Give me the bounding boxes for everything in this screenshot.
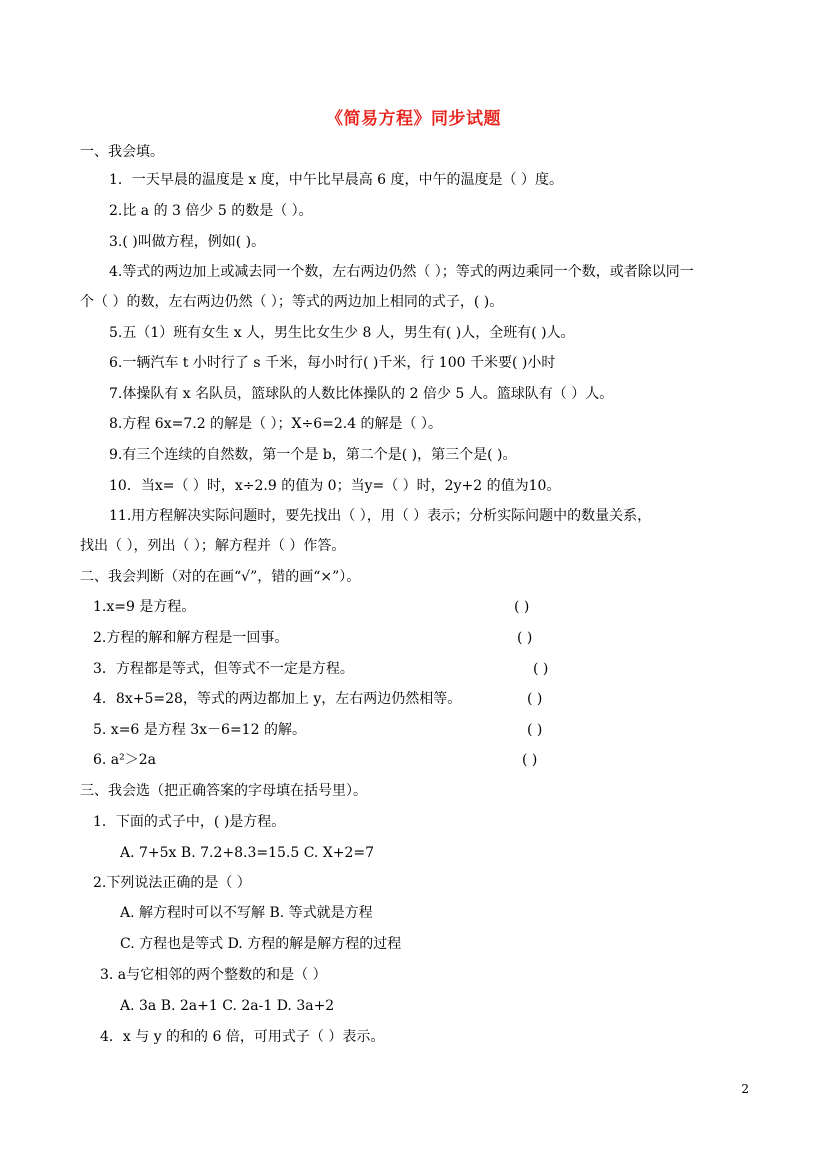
question-1-8: 8.方程 6x=7.2 的解是（ ）；X÷6=2.4 的解是（ ）。: [109, 416, 443, 432]
question-1-9: 9.有三个连续的自然数，第一个是 b，第二个是( )，第三个是( )。: [109, 447, 517, 463]
choice-question-2: 2.下列说法正确的是（ ）: [93, 875, 251, 891]
question-1-4-line1: 4.等式的两边加上或减去同一个数，左右两边仍然（ ）；等式的两边乘同一个数，或者除以同一: [109, 264, 694, 280]
question-1-11-line1: 11.用方程解决实际问题时，要先找出（ ），用（ ）表示；分析实际问题中的数量关系，: [109, 508, 652, 524]
choice-question-3: 3. a与它相邻的两个整数的和是（ ）: [100, 967, 327, 983]
judge-item-6-answer: ( ): [522, 752, 538, 768]
judge-item-4-text: 4．8x+5=28，等式的两边都加上 y，左右两边仍然相等。: [93, 691, 462, 707]
page-number: 2: [741, 1082, 749, 1096]
choice-question-2-options-ab: A. 解方程时可以不写解 B. 等式就是方程: [120, 905, 373, 921]
question-1-10: 10．当x=（ ）时，x÷2.9 的值为 0；当y=（ ）时，2y+2 的值为10。: [109, 478, 561, 494]
judge-item-1-answer: ( ): [514, 599, 530, 615]
judge-item-5-answer: ( ): [527, 722, 543, 738]
judge-item-2-text: 2.方程的解和解方程是一回事。: [93, 630, 289, 646]
choice-question-1-options: A. 7+5x B. 7.2+8.3=15.5 C. X+2=7: [120, 845, 375, 861]
judge-item-2-answer: ( ): [517, 630, 533, 646]
judge-item-6-text: 6. a²＞2a: [93, 752, 157, 768]
question-1-11-line2: 找出（ ），列出（ ）；解方程并（ ）作答。: [80, 538, 346, 554]
section-2-heading: 二、我会判断（对的在画“√”，错的画“×”）。: [80, 569, 361, 585]
judge-item-3-text: 3．方程都是等式，但等式不一定是方程。: [93, 661, 354, 677]
question-1-5: 5.五（1）班有女生 x 人，男生比女生少 8 人，男生有( )人，全班有( )人。: [109, 325, 575, 341]
section-3-heading: 三、我会选（把正确答案的字母填在括号里）。: [80, 783, 367, 799]
choice-question-3-options: A. 3a B. 2a+1 C. 2a-1 D. 3a+2: [120, 998, 335, 1014]
page-title: 《简易方程》同步试题: [326, 109, 501, 129]
choice-question-2-options-cd: C. 方程也是等式 D. 方程的解是解方程的过程: [120, 936, 402, 952]
question-1-4-line2: 个（ ）的数，左右两边仍然（ ）；等式的两边加上相同的式子，( )。: [80, 294, 504, 310]
section-1-heading: 一、我会填。: [80, 144, 164, 160]
question-1-2: 2.比 a 的 3 倍少 5 的数是（ ）。: [109, 203, 313, 219]
choice-question-4: 4．x 与 y 的和的 6 倍，可用式子（ ）表示。: [100, 1029, 385, 1045]
judge-item-3-answer: ( ): [533, 661, 549, 677]
question-1-7: 7.体操队有 x 名队员，篮球队的人数比体操队的 2 倍少 5 人。篮球队有（ ）人。: [109, 386, 614, 402]
judge-item-1-text: 1.x=9 是方程。: [93, 599, 196, 615]
judge-item-5-text: 5. x=6 是方程 3x－6=12 的解。: [93, 722, 306, 738]
judge-item-4-answer: ( ): [527, 691, 543, 707]
choice-question-1: 1．下面的式子中，( )是方程。: [93, 814, 286, 830]
question-1-6: 6.一辆汽车 t 小时行了 s 千米，每小时行( )千米，行 100 千米要( )小时: [109, 355, 556, 371]
question-1-3: 3.( )叫做方程，例如( )。: [109, 234, 266, 250]
question-1-1: 1．一天早晨的温度是 x 度，中午比早晨高 6 度，中午的温度是（ ）度。: [109, 172, 563, 188]
